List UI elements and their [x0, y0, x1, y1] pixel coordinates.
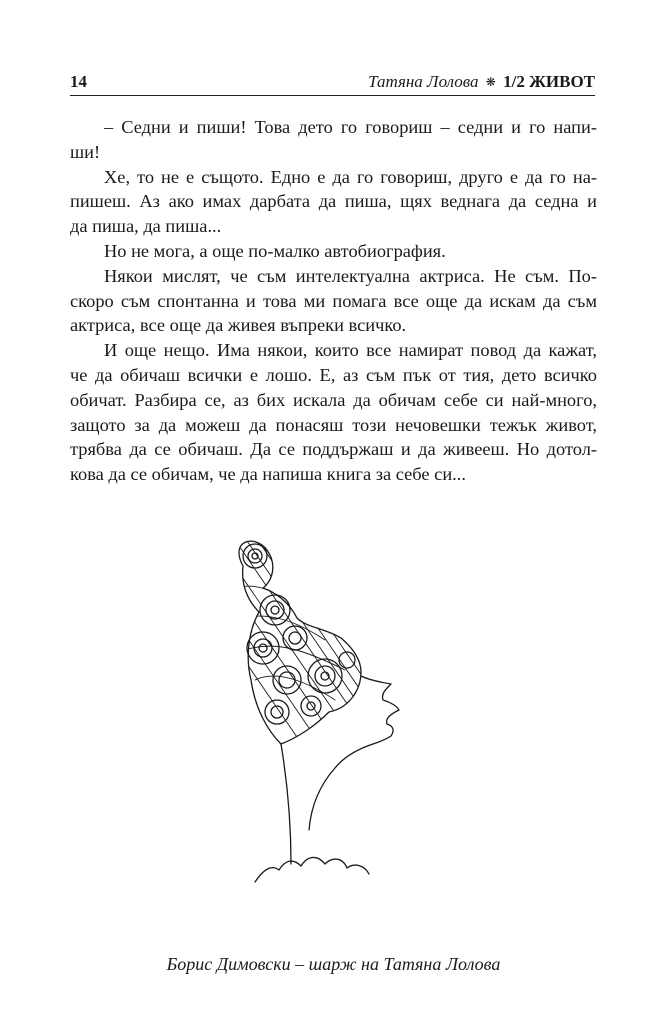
text-line: ши!: [70, 141, 101, 162]
text-line: защото за да можеш да понасяш този нечовешки тежък живот,: [70, 414, 597, 435]
text-line: скоро съм спонтанна и това ми помага все още да искам да съм: [70, 290, 597, 311]
text-line: – Седни и пиши! Това дето го говориш – седни и го напи-: [104, 117, 597, 137]
figure-caption: Борис Димовски – шарж на Татяна Лолова: [166, 954, 501, 974]
separator-icon: ❋: [485, 75, 496, 89]
text-line: да пиша, да пиша...: [70, 216, 222, 237]
body-text: [70, 115, 597, 487]
text-line: Хе, то не е същото. Едно е да го говориш, друго е да го на-: [104, 166, 597, 187]
running-header: [70, 68, 595, 96]
page-number: 14: [70, 72, 87, 91]
text-line: Но не мога, а още по-малко автобиография.: [104, 240, 446, 261]
text-line: Някои мислят, че съм интелектуална актриса. Не съм. По-: [104, 265, 597, 286]
header-book-title: 1/2 ЖИВОТ: [503, 72, 595, 91]
text-line: трябва да се обичаш. Да се поддържаш и да живееш. Но дотол-: [70, 439, 597, 460]
text-line: актриса, все още да живея въпреки всичко.: [70, 315, 407, 336]
caricature-illustration: [215, 530, 415, 910]
header-author: Татяна Лолова: [368, 72, 479, 91]
text-line: кова да се обичам, че да напиша книга за себе си...: [70, 464, 466, 485]
text-line: че да обичаш всички е лошо. Е, аз съм пък от тия, дето всичко: [70, 364, 597, 385]
text-line: пишеш. Аз ако имах дарбата да пиша, щях веднага да седна и: [70, 191, 597, 212]
text-line: И още нещо. Има някои, които все намират повод да кажат,: [104, 340, 597, 361]
running-title: [368, 72, 595, 92]
text-line: обичат. Разбира се, аз бих искала да обичам себе си най-много,: [70, 389, 597, 410]
